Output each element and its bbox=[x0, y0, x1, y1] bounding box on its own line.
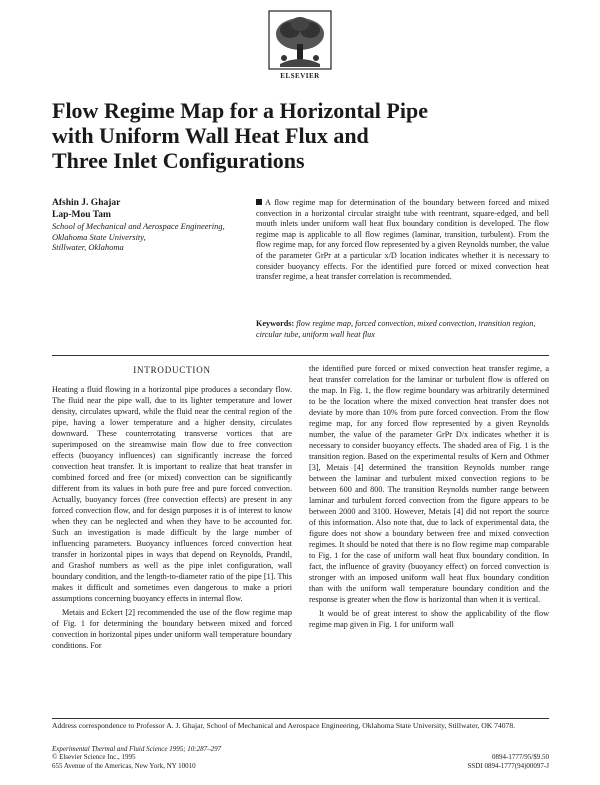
keywords bbox=[256, 319, 549, 340]
paragraph: the identified pure forced or mixed convection heat transfer regime, a heat transfer correlation for the laminar or turbulent flow is offered on the map. In Fig. 1, the flow regime boundary was arbitrarily determined to be the location where the mixed convection heat transfer does not deviate by more than 10% from pure forced convection. From the flow regime map, for any forced flow represented by a given Reynolds number, the value of the parameter GrPr D/x indicates whether it is necessary to consider buoyancy effects. The shaded area of Fig. 1 is the transition region. Based on the experimental results of Kern and Othmer [3], Metais [4] determined the transition Reynolds number range between the laminar and turbulent mixed convection regions to be between 600 and 800. The transition Reynolds number range between laminar and turbulent forced convection from the figure appears to be between 2000 and 3100. However, Metais [4] did not report the source of this information. Also note that, due to lack of experimental data, the figure does not show a boundary between free and mixed convection regimes. It should be noted that there is no flow regime map comparable to Fig. 1 for the case of uniform wall heat flux boundary condition. In fact, the influence of gravity (buoyancy effect) on forced convection is stronger with an imposed uniform wall heat flux boundary condition than with the uniform wall temperature boundary condition and the response is greater when the flow is horizontal than when it is vertical. bbox=[309, 364, 549, 604]
section-divider bbox=[52, 355, 549, 356]
body-right-column bbox=[309, 363, 549, 633]
issn: 0894-1777/95/$9.50 bbox=[492, 753, 549, 762]
article-title bbox=[52, 98, 512, 173]
body-left-column bbox=[52, 363, 292, 654]
copyright: © Elsevier Science Inc., 1995 bbox=[52, 753, 136, 762]
keywords-list: flow regime map, forced convection, mixed convection, transition region, circular tube, uniform wall heat flux bbox=[256, 319, 536, 339]
affiliation-department: School of Mechanical and Aerospace Engineering, bbox=[52, 221, 225, 231]
abstract-text: A flow regime map for determination of the boundary between forced and mixed convection in a horizontal circular straight tube with reentrant, square-edged, and bell mouth inlets under uniform wall heat flux boundary condition is developed. The flow regime map is applicable to all flow regimes (laminar, transition, turbulent). From the flow regime map, for any forced flow represented by a given Reynolds number, the value of the parameter GrPr at a particular x/D location indicates whether it is necessary to consider buoyancy effects. For the identified pure forced or mixed convection heat transfer regime, a heat transfer correlation is recommended. bbox=[256, 198, 549, 282]
elsevier-tree-logo-icon bbox=[268, 10, 332, 80]
footer bbox=[52, 745, 549, 770]
title-line: Three Inlet Configurations bbox=[52, 148, 305, 173]
publisher-name: ELSEVIER bbox=[280, 72, 320, 80]
author-name: Lap-Mou Tam bbox=[52, 210, 111, 220]
author-name: Afshin J. Ghajar bbox=[52, 198, 121, 208]
paragraph: It would be of great interest to show the applicability of the flow regime map given in Fig. 1 for uniform wall bbox=[309, 609, 549, 629]
affiliation-city: Stillwater, Oklahoma bbox=[52, 242, 124, 252]
abstract bbox=[256, 198, 549, 283]
section-heading: INTRODUCTION bbox=[133, 365, 211, 375]
publisher-address: 655 Avenue of the Americas, New York, NY 10010 bbox=[52, 761, 196, 770]
keywords-label: Keywords: bbox=[256, 319, 295, 328]
journal-citation: Experimental Thermal and Fluid Science 1995; 10:287–297 bbox=[52, 745, 222, 753]
abstract-bullet-icon bbox=[256, 199, 262, 205]
affiliation-university: Oklahoma State University, bbox=[52, 231, 146, 242]
ssdi: SSDI 0894-1777(94)00097-J bbox=[467, 761, 549, 770]
title-line: Flow Regime Map for a Horizontal Pipe bbox=[52, 98, 428, 123]
correspondence-note: Address correspondence to Professor A. J. Ghajar, School of Mechanical and Aerospace Engineering, Oklahoma State University, Stillwater, OK 74078. bbox=[52, 718, 549, 731]
issn-block bbox=[468, 753, 549, 770]
paragraph: Metais and Eckert [2] recommended the use of the flow regime map of Fig. 1 for determining the boundary between mixed and forced convection in horizontal pipes under uniform wall temperature boundary conditions. For bbox=[52, 608, 292, 650]
author-block bbox=[52, 197, 242, 253]
paragraph: Heating a fluid flowing in a horizontal pipe produces a secondary flow. The fluid near the pipe wall, due to its lighter temperature and lower density, circulates upward, while the fluid near the central region of the pipe, having a lower temperature and a higher density, circulates downward. These counterrotating transverse vortices that are superimposed on the streamwise main flow due to free convection effects (buoyancy influences) can significantly increase the forced convection heat transfer. It is important to realize that heat transfer in combined forced and free (or mixed) convection can be significantly different from its values in both pure free and pure forced convection. Actually, buoyancy forces (free convection effects) are present in any forced convection flow, and for design purposes it is of interest to know when they can be neglected and when they have to be accounted for. Such an investigation is made difficult by the large number of influencing parameters. Buoyancy influences forced convection heat transfer in horizontal pipes in ways that depend on Reynolds, Prandtl, and Grashof numbers as well as the pipe inlet configuration, wall boundary condition, and the length-to-diameter ratio of the pipe [1]. This makes it difficult and sometimes even dangerous to make a priori assumptions concerning buoyancy effects in internal flow. bbox=[52, 385, 292, 603]
title-line: with Uniform Wall Heat Flux and bbox=[52, 123, 369, 148]
